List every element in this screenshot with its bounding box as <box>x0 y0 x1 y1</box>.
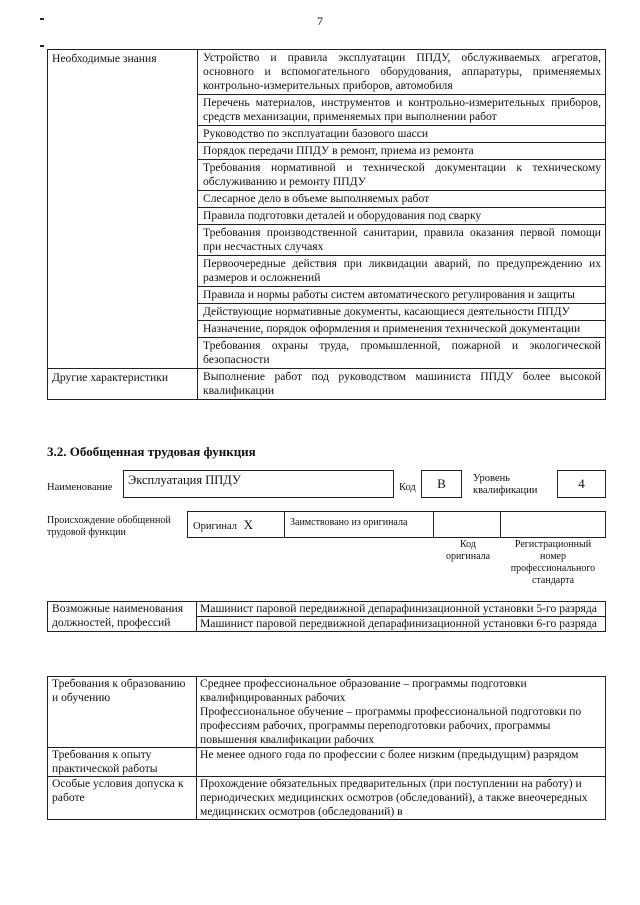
original-mark: Х <box>243 517 254 532</box>
table-row <box>48 369 606 400</box>
name-label: Наименование <box>47 482 113 493</box>
education-values <box>197 677 606 748</box>
label-cell: Необходимые знания <box>48 50 198 369</box>
table-row <box>48 748 606 777</box>
section-heading: 3.2. Обобщенная трудовая функция <box>47 444 256 459</box>
knowledge-item: Порядок передачи ППДУ в ремонт, приема из ремонта <box>198 143 606 160</box>
knowledge-item: Назначение, порядок оформления и применения технической документации <box>198 321 606 338</box>
reg-number-caption: Регистрационный номер профессионального стандарта <box>510 539 596 586</box>
origin-label: Происхождение обобщенной трудовой функции <box>47 515 171 538</box>
borrowed-box <box>284 511 434 538</box>
role-item: Машинист паровой передвижной депарафинизационной установки 5-го разряда <box>197 602 606 617</box>
borrowed-label: Заимствовано из оригинала <box>290 517 408 528</box>
knowledge-item: Правила подготовки деталей и оборудования под сварку <box>198 208 606 225</box>
table-row <box>48 777 606 820</box>
function-name-box <box>123 470 394 498</box>
code-value: В <box>437 476 446 491</box>
experience-label: Требования к опыту практической работы <box>48 748 197 777</box>
knowledge-item: Требования охраны труда, промышленной, пожарной и экологической безопасности <box>198 338 606 369</box>
reg-number-box <box>500 511 606 538</box>
level-box <box>557 470 606 498</box>
table-row <box>48 677 606 748</box>
code-original-box <box>433 511 501 538</box>
scan-mark <box>40 18 44 20</box>
table-row <box>48 50 606 95</box>
education-item: Профессиональное обучение – программы профессиональной подготовки по профессиям рабочих, программы переподготовки рабочих, программы повышения квалификации рабочих <box>200 705 582 746</box>
level-label: Уровень квалификации <box>473 473 538 496</box>
role-item: Машинист паровой передвижной депарафинизационной установки 6-го разряда <box>197 617 606 632</box>
knowledge-item: Перечень материалов, инструментов и контрольно-измерительных приборов, средств механизации, применяемых при выполнении работ <box>198 95 606 126</box>
requirements-table <box>47 676 606 820</box>
admission-label: Особые условия допуска к работе <box>48 777 197 820</box>
scan-mark <box>40 45 44 47</box>
page-number: 7 <box>317 14 323 28</box>
original-box <box>187 511 285 538</box>
original-label: Оригинал <box>193 521 237 532</box>
knowledge-item: Действующие нормативные документы, касающиеся деятельности ППДУ <box>198 304 606 321</box>
code-label: Код <box>399 482 416 493</box>
education-label: Требования к образованию и обучению <box>48 677 197 748</box>
function-name-value: Эксплуатация ППДУ <box>128 473 241 487</box>
experience-value: Не менее одного года по профессии с более низким (предыдущим) разрядом <box>197 748 606 777</box>
code-original-caption: Код оригинала <box>445 539 491 562</box>
roles-label: Возможные наименования должностей, профессий <box>48 602 197 632</box>
knowledge-table <box>47 49 606 400</box>
admission-value: Прохождение обязательных предварительных (при поступлении на работу) и периодических медицинских осмотров (обследований), а также внеочередных медицинских осмотров (обследований) в <box>197 777 606 820</box>
knowledge-item: Требования производственной санитарии, правила оказания первой помощи при несчастных случаях <box>198 225 606 256</box>
table-row <box>48 602 606 617</box>
knowledge-item: Руководство по эксплуатации базового шасси <box>198 126 606 143</box>
knowledge-item: Слесарное дело в объеме выполняемых работ <box>198 191 606 208</box>
knowledge-item: Устройство и правила эксплуатации ППДУ, обслуживаемых агрегатов, основного и вспомогательного оборудования, аппаратуры, применяемых контрольно-измерительных приборов, автомобиля <box>198 50 606 95</box>
knowledge-item: Первоочередные действия при ликвидации аварий, по предупреждению их размеров и осложнений <box>198 256 606 287</box>
code-box <box>421 470 462 498</box>
knowledge-item: Требования нормативной и технической документации к техническому обслуживанию и ремонту ППДУ <box>198 160 606 191</box>
level-value: 4 <box>578 476 585 491</box>
knowledge-item: Правила и нормы работы систем автоматического регулирования и защиты <box>198 287 606 304</box>
education-item: Среднее профессиональное образование – программы подготовки квалифицированных рабочих <box>200 677 527 704</box>
label-cell: Другие характеристики <box>48 369 198 400</box>
other-characteristic: Выполнение работ под руководством машиниста ППДУ более высокой квалификации <box>198 369 606 400</box>
roles-table <box>47 601 606 632</box>
